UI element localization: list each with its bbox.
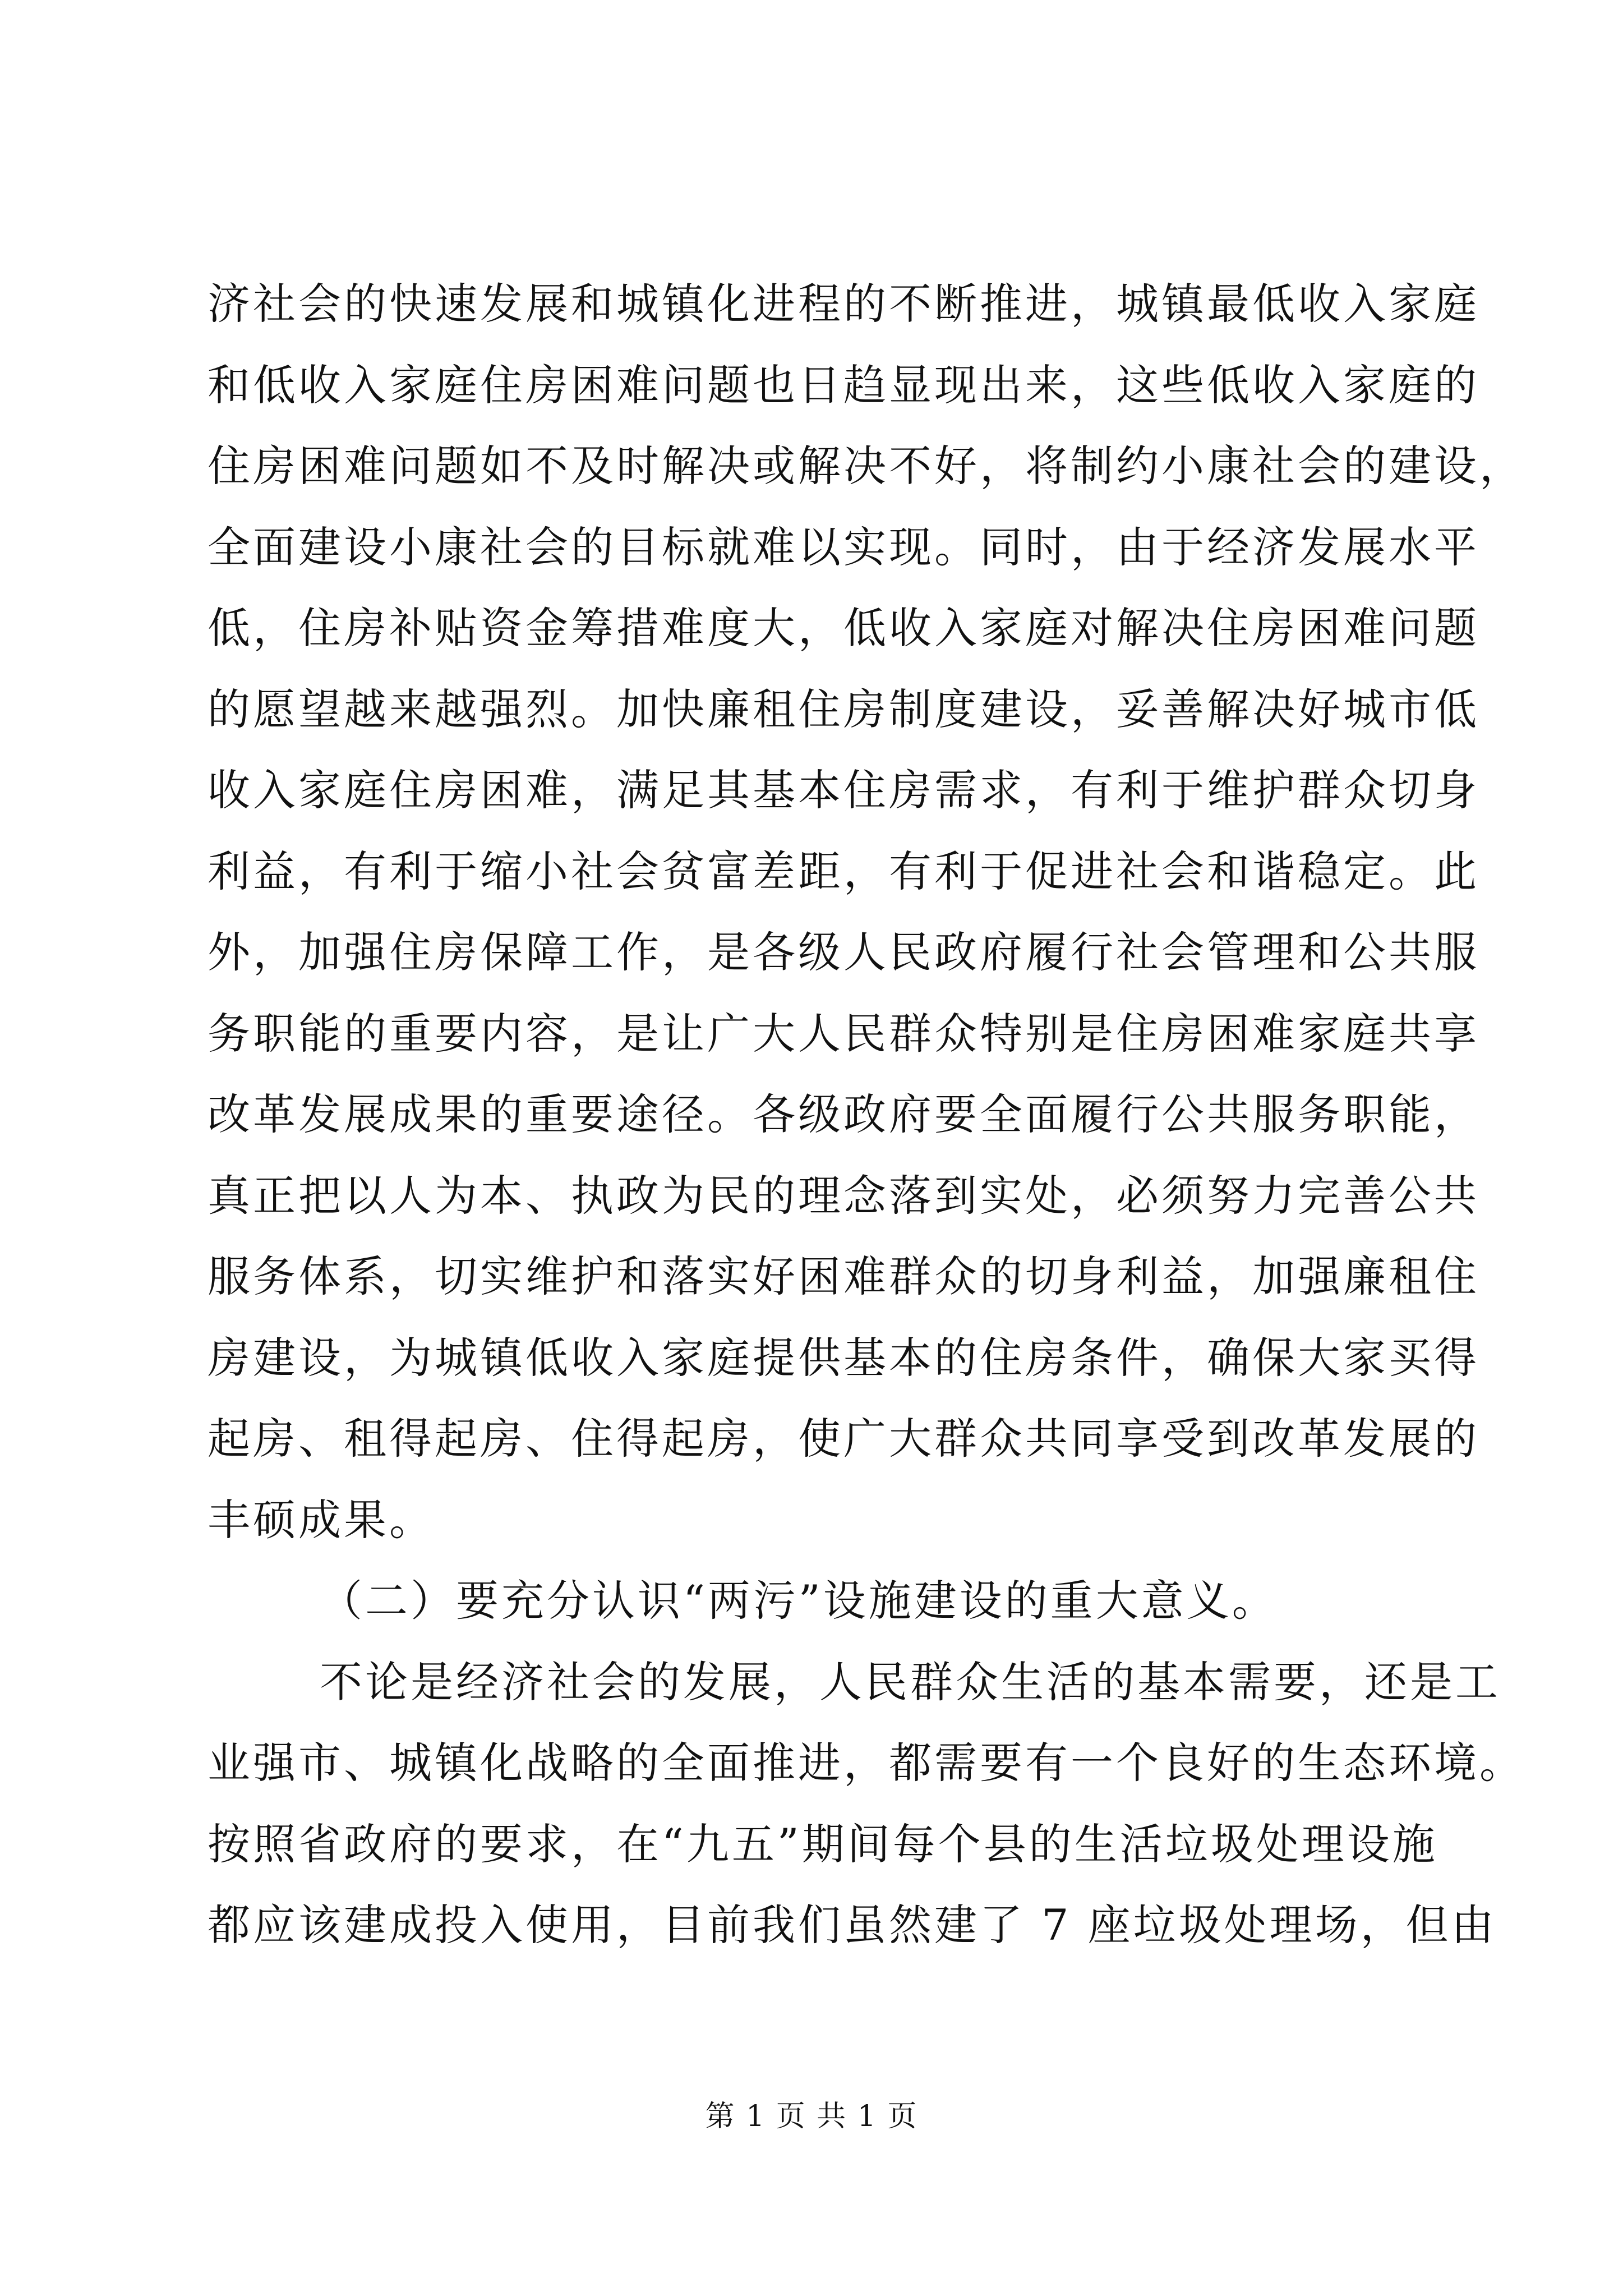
text-line: 业强市、城镇化战略的全面推进，都需要有一个良好的生态环境。 bbox=[208, 1738, 1525, 1788]
text-line: 住房困难问题如不及时解决或解决不好，将制约小康社会的建设， bbox=[208, 441, 1525, 491]
section-heading: （二）要充分认识“两污”设施建设的重大意义。 bbox=[320, 1576, 1278, 1626]
text-line: 外，加强住房保障工作，是各级人民政府履行社会管理和公共服 bbox=[208, 927, 1479, 977]
text-line: 济社会的快速发展和城镇化进程的不断推进，城镇最低收入家庭 bbox=[208, 279, 1479, 329]
text-line: 和低收入家庭住房困难问题也日趋显现出来，这些低收入家庭的 bbox=[208, 360, 1479, 410]
text-line: 服务体系，切实维护和落实好困难群众的切身利益，加强廉租住 bbox=[208, 1251, 1479, 1301]
body-text bbox=[208, 264, 1525, 1966]
text-line: 改革发展成果的重要途径。各级政府要全面履行公共服务职能， bbox=[208, 1089, 1479, 1139]
text-line: 的愿望越来越强烈。加快廉租住房制度建设，妥善解决好城市低 bbox=[208, 684, 1479, 734]
text-line: 务职能的重要内容，是让广大人民群众特别是住房困难家庭共享 bbox=[208, 1008, 1479, 1059]
text-line: 丰硕成果。 bbox=[208, 1494, 435, 1545]
text-line: 真正把以人为本、执政为民的理念落到实处，必须努力完善公共 bbox=[208, 1170, 1479, 1221]
text-line: 都应该建成投入使用，目前我们虽然建了 7 座垃圾处理场，但由 bbox=[208, 1900, 1497, 1950]
text-line: 低，住房补贴资金筹措难度大，低收入家庭对解决住房困难问题 bbox=[208, 603, 1479, 653]
text-line: 利益，有利于缩小社会贫富差距，有利于促进社会和谐稳定。此 bbox=[208, 846, 1479, 896]
text-line: 收入家庭住房困难，满足其基本住房需求，有利于维护群众切身 bbox=[208, 765, 1479, 815]
text-line: 全面建设小康社会的目标就难以实现。同时，由于经济发展水平 bbox=[208, 522, 1479, 572]
paragraph-first-line: 不论是经济社会的发展，人民群众生活的基本需要，还是工 bbox=[320, 1657, 1501, 1707]
text-line: 房建设，为城镇低收入家庭提供基本的住房条件，确保大家买得 bbox=[208, 1332, 1479, 1383]
text-line: 起房、租得起房、住得起房，使广大群众共同享受到改革发展的 bbox=[208, 1414, 1479, 1464]
page-footer: 第 1 页 共 1 页 bbox=[705, 2100, 918, 2133]
text-line: 按照省政府的要求，在“九五”期间每个县的生活垃圾处理设施 bbox=[208, 1819, 1438, 1869]
